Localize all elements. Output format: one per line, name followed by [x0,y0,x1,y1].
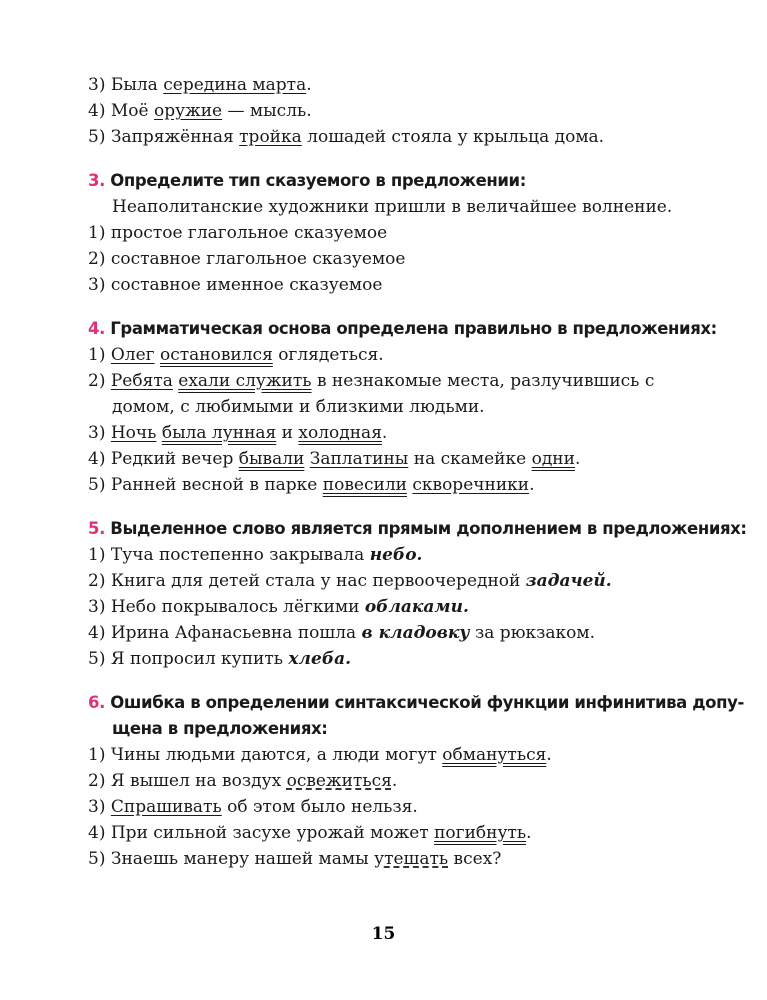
task-6-option-4: 4) При сильной засухе урожай может погибнуть. [88,823,532,843]
task-3-option-2: 2) составное глагольное сказуемое [88,249,406,269]
task-number: 3. [88,171,105,190]
task-6 [88,690,744,872]
subject: Олег [110,345,155,365]
predicate: ехали служить [178,371,312,391]
predicate: была лунная [161,423,277,443]
page-content [88,72,747,872]
task-5-option-4: 4) Ирина Афанасьевна пошла в кладовку за рюкзаком. [88,623,596,643]
task-3 [88,168,688,298]
task-number: 4. [88,319,105,338]
predicate: одни [531,449,575,469]
highlighted-word: в кладовку [361,623,470,643]
task-6-option-5: 5) Знаешь манеру нашей мамы утешать всех? [88,849,502,869]
underlined-word: оружие [153,101,223,121]
highlighted-word: задачей. [525,571,612,591]
task-4-option-1: 1) Олег остановился оглядеться. [88,345,384,365]
prev-option-3: 3) Была середина марта. [88,75,312,95]
task-5 [88,516,747,672]
task-5-option-5: 5) Я попросил купить хлеба. [88,649,352,669]
subject: скворечники [412,475,530,495]
underlined-word: Спрашивать [110,797,222,817]
predicate: остановился [159,345,273,365]
task-3-sentence: Неаполитанские художники пришли в величайшее волнение. [112,197,673,217]
underlined-word: середина марта [163,75,307,95]
task-3-option-1: 1) простое глагольное сказуемое [88,223,388,243]
task-6-question: 6. Ошибка в определении синтаксической функции инфинитива допу- [88,693,744,712]
task-5-question: 5. Выделенное слово является прямым дополнением в предложениях: [88,519,747,538]
task-5-option-2: 2) Книга для детей стала у нас первоочередной задачей. [88,571,612,591]
prev-option-4: 4) Моё оружие — мысль. [88,101,312,121]
underlined-word: тройка [239,127,302,147]
subject: Ребята [110,371,173,391]
task-number: 5. [88,519,105,538]
page-number: 15 [371,924,396,944]
task-5-option-1: 1) Туча постепенно закрывала небо. [88,545,423,565]
highlighted-word: хлеба. [288,649,352,669]
prev-option-5: 5) Запряжённая тройка лошадей стояла у крыльца дома. [88,127,605,147]
task-6-option-3: 3) Спрашивать об этом было нельзя. [88,797,418,817]
subject: Заплатины [309,449,409,469]
highlighted-word: небо. [369,545,423,565]
task-6-question-cont: щена в предложениях: [112,719,328,738]
highlighted-word: облаками. [364,597,469,617]
task-6-option-1: 1) Чины людьми даются, а люди могут обмануться. [88,745,552,765]
underlined-word: погибнуть [434,823,527,843]
predicate: бывали [238,449,305,469]
predicate: холодная [298,423,382,443]
underlined-word: обмануться [442,745,547,765]
task-4-option-5: 5) Ранней весной в парке повесили скворечники. [88,475,535,495]
task-4-option-2-cont: домом, с любимыми и близкими людьми. [112,397,485,417]
subject: Ночь [110,423,157,443]
task-number: 6. [88,693,105,712]
predicate: повесили [322,475,407,495]
task-4-option-3: 3) Ночь была лунная и холодная. [88,423,388,443]
task-4-question: 4. Грамматическая основа определена правильно в предложениях: [88,319,717,338]
underlined-word: утешать [374,849,449,869]
task-3-question: 3. Определите тип сказуемого в предложении: [88,171,526,190]
task-5-option-3: 3) Небо покрывалось лёгкими облаками. [88,597,469,617]
task-3-option-3: 3) составное именное сказуемое [88,275,383,295]
underlined-word: освежиться [286,771,392,791]
task-4-option-4: 4) Редкий вечер бывали Заплатины на скамейке одни. [88,449,581,469]
task-4-option-2: 2) Ребята ехали служить в незнакомые места, разлучившись с [88,371,655,391]
task-6-option-2: 2) Я вышел на воздух освежиться. [88,771,398,791]
task-4 [88,316,717,498]
